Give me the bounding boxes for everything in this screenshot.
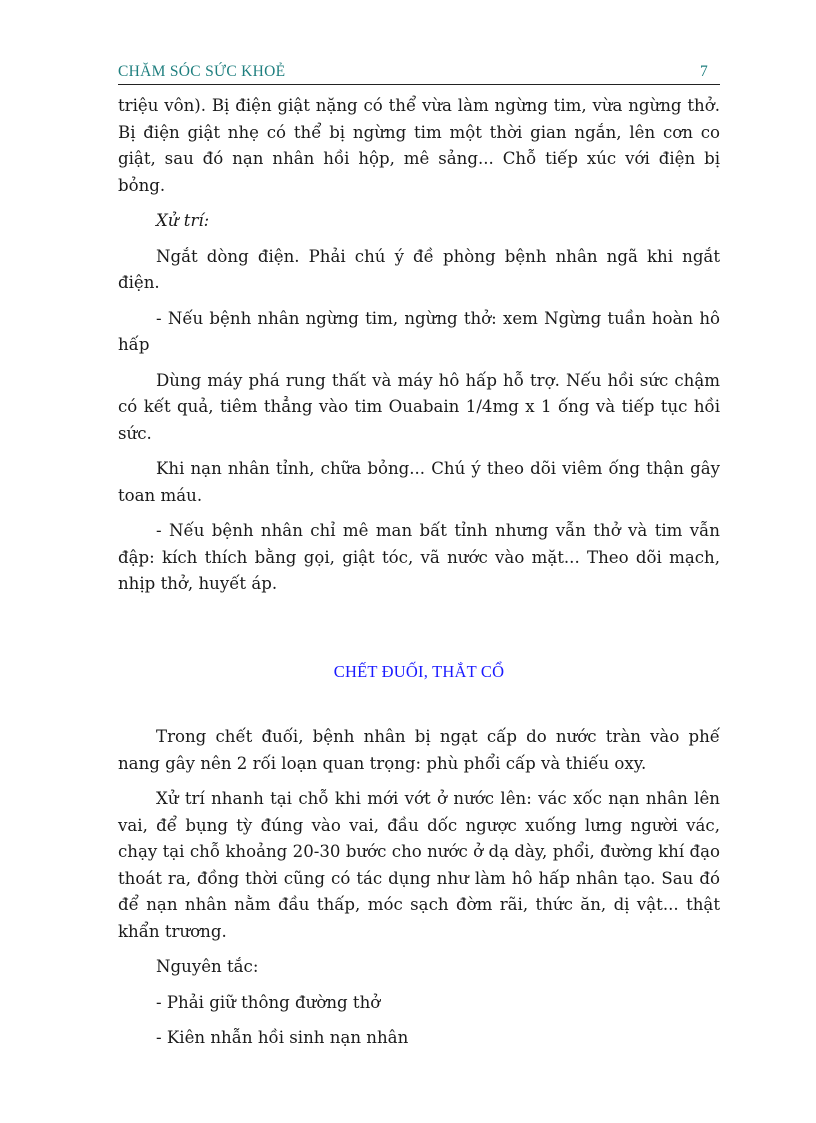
paragraph: Dùng máy phá rung thất và máy hô hấp hỗ trợ. Nếu hồi sức chậm có kết quả, tiêm thẳng vào tim Ouabain 1/4mg x 1 ống và tiếp tục hồi sức. <box>118 370 720 443</box>
paragraph: Xử trí nhanh tại chỗ khi mới vớt ở nước lên: vác xốc nạn nhân lên vai, để bụng tỳ đúng vào vai, đầu dốc ngược xuống lưng người vác, chạy tại chỗ khoảng 20-30 bước cho nước ở dạ dày, phổi, đường khí đạo thoát ra, đồng thời cũng có tác dụng như làm hô hấp nhân tạo. Sau đó để nạn nhân nằm đầu thấp, móc sạch đờm rãi, thức ăn, dị vật... thật khẩn trương. <box>118 789 720 941</box>
paragraph: Trong chết đuối, bệnh nhân bị ngạt cấp do nước tràn vào phế nang gây nên 2 rối loạn quan trọng: phù phổi cấp và thiếu oxy. <box>118 727 720 773</box>
list-item: - Phải giữ thông đường thở <box>156 992 381 1012</box>
page-number: 7 <box>699 63 708 80</box>
paragraph: triệu vôn). Bị điện giật nặng có thể vừa làm ngừng tim, vừa ngừng thở. Bị điện giật nhẹ có thể bị ngừng tim một thời gian ngắn, lên cơn co giật, sau đó nạn nhân hồi hộp, mê sảng... Chỗ tiếp xúc với điện bị bỏng. <box>118 96 720 195</box>
section-spacer <box>118 694 720 724</box>
section-heading: CHẾT ĐUỐI, THẮT CỔ <box>333 661 505 681</box>
paragraph: Nguyên tắc: <box>156 957 259 976</box>
section-spacer <box>118 607 720 659</box>
body-text <box>118 93 720 1061</box>
subheading-treatment: Xử trí: <box>156 211 210 230</box>
paragraph: Khi nạn nhân tỉnh, chữa bỏng... Chú ý theo dõi viêm ống thận gây toan máu. <box>118 459 720 505</box>
list-item: - Nếu bệnh nhân chỉ mê man bất tỉnh nhưng vẫn thở và tim vẫn đập: kích thích bằng gọi, giật tóc, vã nước vào mặt... Theo dõi mạch, nhịp thở, huyết áp. <box>118 521 720 593</box>
running-header-title: CHĂM SÓC SỨC KHOẺ <box>118 63 286 80</box>
header-rule <box>118 84 720 85</box>
paragraph: Ngắt dòng điện. Phải chú ý đề phòng bệnh nhân ngã khi ngắt điện. <box>118 246 720 292</box>
list-item: - Kiên nhẫn hồi sinh nạn nhân <box>156 1028 409 1047</box>
running-header <box>118 63 720 83</box>
list-item: - Nếu bệnh nhân ngừng tim, ngừng thở: xem Ngừng tuần hoàn hô hấp <box>118 308 720 354</box>
